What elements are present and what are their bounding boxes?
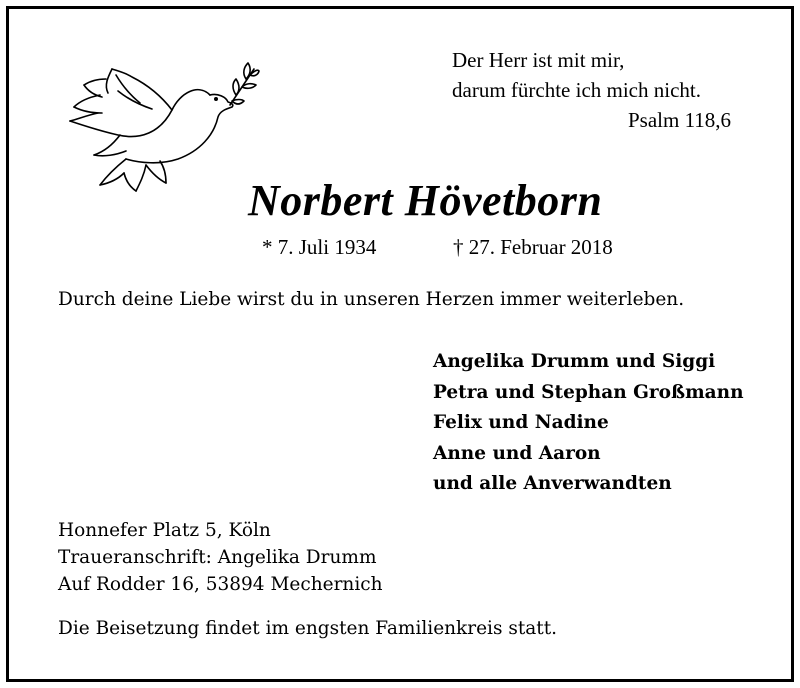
death-date: † 27. Februar 2018: [453, 235, 613, 259]
mourner-entry: Petra und Stephan Großmann: [433, 381, 744, 403]
mourner-entry: Felix und Nadine: [433, 412, 609, 433]
mourner-entry: und alle Anverwandten: [433, 473, 672, 494]
quote-source: Psalm 118,6: [628, 108, 732, 132]
quote-line-2: darum fürchte ich mich nicht.: [452, 78, 701, 102]
dove-icon: [60, 55, 260, 195]
mourner-entry: Anne und Aaron: [433, 442, 601, 464]
address-line: Honnefer Platz 5, Köln: [58, 520, 271, 541]
address-line: Traueranschrift: Angelika Drumm: [58, 547, 377, 568]
mourners-list: [433, 347, 744, 500]
deceased-name: Norbert Hövetborn: [248, 176, 603, 225]
quote-line-1: Der Herr ist mit mir,: [452, 48, 625, 72]
address-line: Auf Rodder 16, 53894 Mechernich: [58, 574, 383, 595]
funeral-note: Die Beisetzung findet im engsten Familienkreis statt.: [58, 618, 558, 639]
birth-date: * 7. Juli 1934: [262, 235, 377, 259]
memorial-message: Durch deine Liebe wirst du in unseren Herzen immer weiterleben.: [58, 289, 685, 310]
mourner-entry: Angelika Drumm und Siggi: [433, 351, 716, 372]
address-block: [58, 517, 383, 598]
